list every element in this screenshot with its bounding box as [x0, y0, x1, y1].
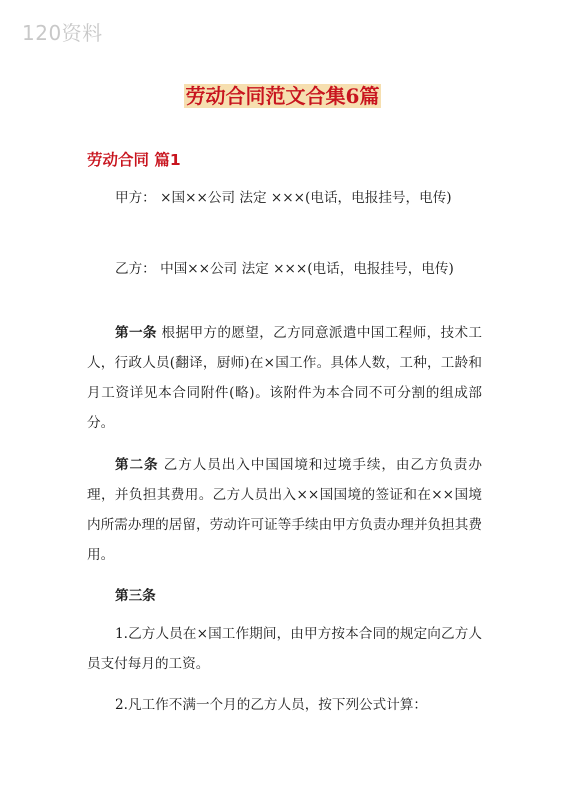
article-2-text: 乙方人员出入中国国境和过境手续，由乙方负责办理，并负担其费用。乙方人员出入××国国境的签证和在××国境内所需办理的居留，劳动许可证等手续由甲方负责办理并负担其费用。: [87, 457, 483, 563]
article-3-item-2: 2.凡工作不满一个月的乙方人员，按下列公式计算：: [115, 697, 428, 713]
article-1-text: 根据甲方的愿望，乙方同意派遣中国工程师，技术工人，行政人员(翻译，厨师)在×国工作。具体人数，工种，工龄和月工资详见本合同附件(略)。该附件为本合同不可分割的组成部分。: [87, 325, 483, 431]
document-title-text: 劳动合同范文合集6篇: [185, 84, 380, 108]
article-2-label: 第二条: [115, 457, 159, 473]
article-2-paragraph: [87, 450, 482, 570]
party-a-paragraph: 甲方： ×国××公司 法定 ×××(电话，电报挂号，电传): [115, 190, 452, 206]
article-3-item-1: 1.乙方人员在×国工作期间，由甲方按本合同的规定向乙方人员支付每月的工资。: [87, 626, 482, 672]
article-1-label: 第一条: [115, 325, 157, 341]
party-b-paragraph: 乙方： 中国××公司 法定 ×××(电话，电报挂号，电传): [115, 261, 454, 277]
section-heading: 劳动合同 篇1: [87, 151, 181, 169]
article-3-label: 第三条: [115, 588, 156, 604]
watermark: 120资料: [22, 21, 103, 45]
article-1-paragraph: [87, 318, 482, 438]
article-3-heading: [87, 581, 482, 611]
document-title: [0, 80, 565, 109]
